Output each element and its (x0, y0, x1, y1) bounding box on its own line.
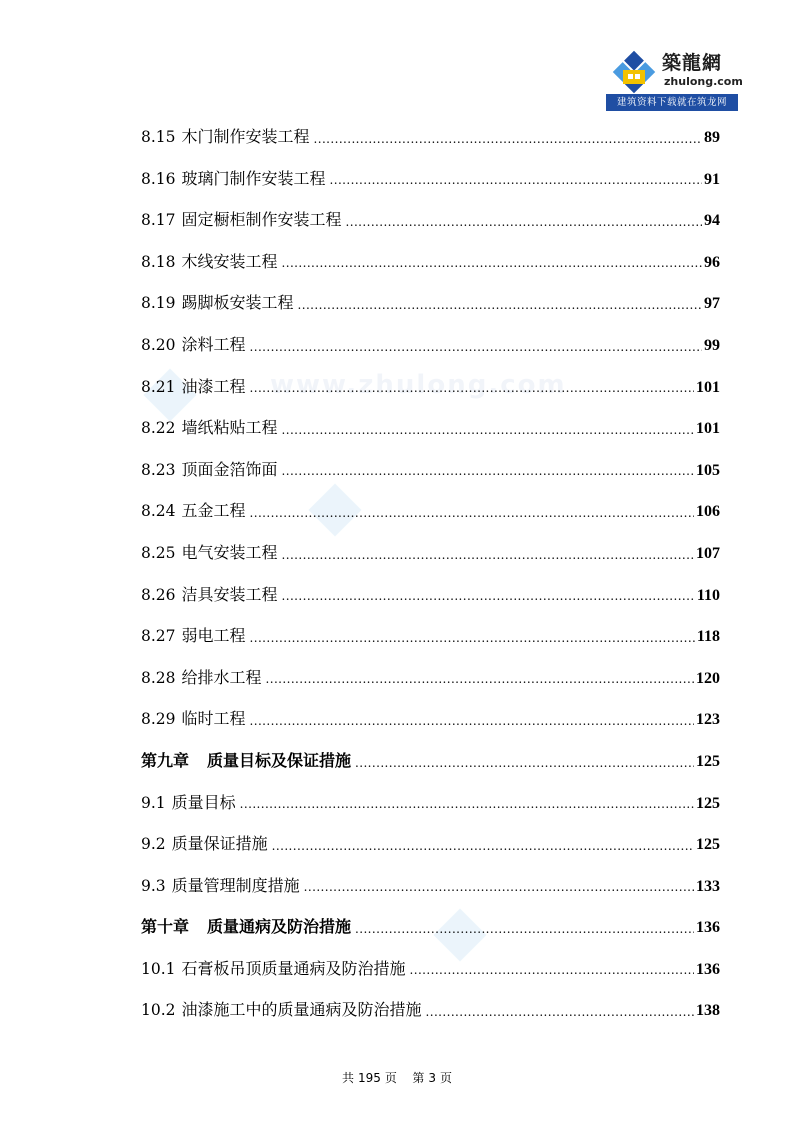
toc-entry[interactable] (141, 532, 720, 574)
toc-entry[interactable] (141, 407, 720, 449)
toc-entry-page: 99 (704, 336, 720, 354)
toc-entry-page: 123 (696, 711, 720, 729)
footer-current-prefix: 第 (412, 1071, 425, 1085)
toc-entry-page: 118 (696, 628, 720, 646)
toc-entry[interactable] (141, 116, 720, 158)
toc-entry-title: 质量通病及防治措施 (207, 917, 352, 937)
toc-entry[interactable] (141, 199, 720, 241)
logo-domain: zhulong.com (664, 75, 743, 88)
toc-entry-title: 石膏板吊顶质量通病及防治措施 (181, 958, 406, 978)
toc-dot-leader (410, 964, 694, 976)
toc-entry-title: 洁具安装工程 (181, 584, 278, 604)
table-of-contents (141, 116, 720, 1031)
toc-entry-page: 94 (704, 212, 720, 230)
toc-entry-page: 101 (696, 420, 720, 438)
toc-entry-number: 8.18 (141, 252, 176, 271)
toc-entry-number: 8.17 (141, 211, 176, 230)
footer-total-prefix: 共 (341, 1071, 354, 1085)
toc-entry-page: 120 (696, 669, 720, 687)
footer-total-pages: 195 (357, 1071, 381, 1085)
toc-entry-title: 临时工程 (181, 709, 246, 729)
toc-chapter-entry[interactable] (141, 906, 720, 948)
toc-entry-page: 105 (696, 461, 720, 479)
toc-entry-page: 125 (696, 752, 720, 770)
toc-entry[interactable] (141, 989, 720, 1031)
toc-dot-leader (250, 382, 694, 394)
toc-dot-leader (282, 257, 702, 269)
toc-entry-page: 110 (696, 586, 720, 604)
toc-dot-leader (346, 216, 702, 228)
watermark-text: www.zhulong.com (270, 370, 567, 400)
toc-entry[interactable] (141, 449, 720, 491)
page-footer (0, 1069, 794, 1086)
toc-dot-leader (272, 840, 694, 852)
toc-entry[interactable] (141, 782, 720, 824)
toc-entry-title: 质量管理制度措施 (171, 875, 300, 895)
toc-entry-number: 8.15 (141, 128, 176, 146)
toc-entry-title: 质量保证措施 (171, 834, 268, 854)
toc-dot-leader (355, 757, 694, 769)
toc-entry-number: 9.1 (141, 793, 166, 812)
toc-entry-number: 10.1 (141, 959, 176, 978)
toc-entry-title: 质量目标 (171, 792, 236, 812)
toc-entry[interactable] (141, 615, 720, 657)
toc-entry-number: 8.24 (141, 502, 176, 521)
toc-entry[interactable] (141, 324, 720, 366)
toc-entry-number: 8.27 (141, 627, 176, 646)
toc-dot-leader (304, 881, 694, 893)
toc-entry-page: 97 (704, 295, 720, 313)
toc-entry-number: 8.16 (141, 169, 176, 188)
toc-entry-title: 墙纸粘贴工程 (181, 418, 278, 438)
toc-entry-title: 玻璃门制作安装工程 (181, 168, 326, 188)
toc-entry-number: 8.29 (141, 710, 176, 729)
zhulong-logo (606, 44, 743, 112)
footer-current-suffix: 页 (440, 1071, 453, 1085)
toc-dot-leader (330, 174, 702, 186)
toc-entry-page: 89 (704, 129, 720, 146)
toc-dot-leader (426, 1006, 694, 1018)
toc-entry-page: 138 (696, 1002, 720, 1020)
toc-entry-page: 136 (696, 960, 720, 978)
toc-entry-title: 木线安装工程 (181, 251, 278, 271)
toc-entry-number: 第十章 (141, 917, 190, 937)
toc-entry-title: 固定橱柜制作安装工程 (181, 210, 342, 230)
toc-entry-page: 91 (704, 170, 720, 188)
toc-entry-number: 8.20 (141, 335, 176, 354)
toc-entry[interactable] (141, 366, 720, 408)
toc-entry-page: 101 (696, 378, 720, 396)
toc-entry-number: 8.19 (141, 294, 176, 313)
logo-tagline: 建筑资料下载就在筑龙网 (606, 94, 738, 111)
toc-entry-title: 五金工程 (181, 501, 246, 521)
toc-entry-number: 第九章 (141, 750, 190, 770)
toc-entry-page: 125 (696, 794, 720, 812)
toc-entry-page: 133 (696, 877, 720, 895)
toc-dot-leader (355, 923, 694, 935)
toc-entry-number: 9.3 (141, 876, 166, 895)
toc-entry-page: 107 (696, 544, 720, 562)
toc-dot-leader (282, 549, 694, 561)
toc-entry-page: 96 (704, 253, 720, 271)
toc-dot-leader (298, 299, 702, 311)
toc-dot-leader (282, 590, 695, 602)
toc-entry-title: 质量目标及保证措施 (207, 750, 352, 770)
toc-entry[interactable] (141, 241, 720, 283)
toc-dot-leader (282, 465, 694, 477)
toc-entry-number: 8.23 (141, 460, 176, 479)
toc-entry[interactable] (141, 490, 720, 532)
toc-entry-number: 8.25 (141, 543, 176, 562)
toc-entry-title: 踢脚板安装工程 (181, 293, 294, 313)
toc-entry-title: 油漆施工中的质量通病及防治措施 (181, 1000, 422, 1020)
toc-dot-leader (250, 341, 702, 353)
footer-current-page: 3 (428, 1071, 437, 1085)
toc-chapter-entry[interactable] (141, 740, 720, 782)
toc-entry-page: 136 (696, 919, 720, 937)
toc-dot-leader (250, 632, 695, 644)
toc-dot-leader (266, 673, 694, 685)
toc-entry-title: 电气安装工程 (181, 542, 278, 562)
footer-total-suffix: 页 (384, 1071, 397, 1085)
toc-dot-leader (282, 424, 694, 436)
toc-entry-number: 9.2 (141, 835, 166, 854)
toc-dot-leader (250, 715, 694, 727)
toc-entry[interactable] (141, 657, 720, 699)
toc-entry-number: 8.21 (141, 377, 176, 396)
toc-entry[interactable] (141, 948, 720, 990)
toc-entry-title: 木门制作安装工程 (181, 127, 310, 146)
logo-name: 築龍網 (662, 52, 723, 74)
toc-entry-title: 顶面金箔饰面 (181, 459, 278, 479)
toc-entry-title: 弱电工程 (181, 626, 246, 646)
toc-entry[interactable] (141, 698, 720, 740)
toc-entry-title: 给排水工程 (181, 667, 262, 687)
toc-entry-title: 油漆工程 (181, 376, 246, 396)
toc-entry[interactable] (141, 865, 720, 907)
toc-dot-leader (240, 798, 694, 810)
toc-entry-number: 8.22 (141, 419, 176, 438)
toc-entry-title: 涂料工程 (181, 334, 246, 354)
toc-entry-number: 10.2 (141, 1001, 176, 1020)
toc-entry[interactable] (141, 282, 720, 324)
toc-entry-page: 125 (696, 836, 720, 854)
zhulong-logo-mark-icon (610, 48, 658, 96)
toc-entry[interactable] (141, 574, 720, 616)
toc-entry-number: 8.28 (141, 668, 176, 687)
toc-entry[interactable] (141, 823, 720, 865)
toc-entry[interactable] (141, 158, 720, 200)
toc-dot-leader (314, 133, 702, 145)
toc-dot-leader (250, 507, 694, 519)
toc-entry-page: 106 (696, 503, 720, 521)
toc-entry-number: 8.26 (141, 585, 176, 604)
